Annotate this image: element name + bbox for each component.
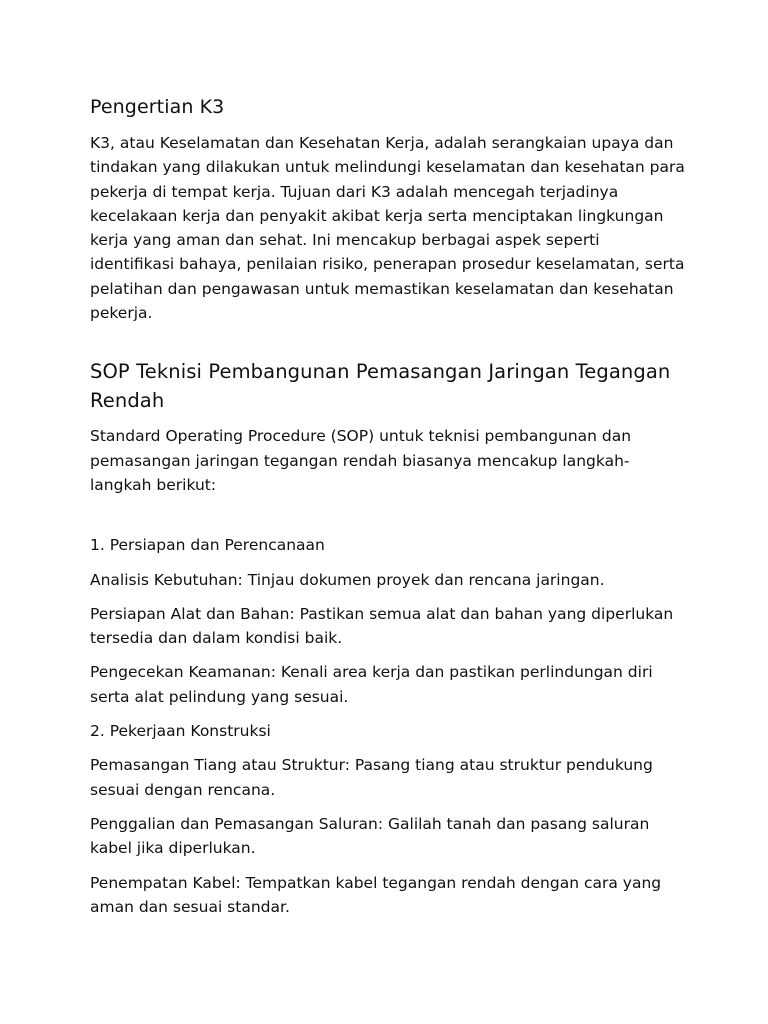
- step1-item-persiapan: Persiapan Alat dan Bahan: Pastikan semua alat dan bahan yang diperlukan tersedia dan dalam kondisi baik.: [90, 604, 674, 648]
- step1-title: 1. Persiapan dan Perencanaan: [90, 536, 325, 555]
- heading-pengertian-k3: Pengertian K3: [90, 96, 225, 118]
- step2-item-kabel: Penempatan Kabel: Tempatkan kabel tegangan rendah dengan cara yang aman dan sesuai standar.: [90, 873, 662, 916]
- step2-item-penggalian: Penggalian dan Pemasangan Saluran: Galilah tanah dan pasang saluran kabel jika diperlukan.: [90, 814, 650, 858]
- step2-item-tiang: Pemasangan Tiang atau Struktur: Pasang tiang atau struktur pendukung sesuai dengan rencana.: [90, 756, 653, 799]
- step1-item-analisis: Analisis Kebutuhan: Tinjau dokumen proyek dan rencana jaringan.: [90, 570, 605, 589]
- step2-title: 2. Pekerjaan Konstruksi: [90, 722, 271, 741]
- heading-sop: SOP Teknisi Pembangunan Pemasangan Jaringan Tegangan Rendah: [90, 360, 671, 413]
- paragraph-k3-definition: K3, atau Keselamatan dan Kesehatan Kerja, adalah serangkaian upaya dan tindakan yang dilakukan untuk melindungi keselamatan dan kesehatan para pekerja di tempat kerja. Tujuan dari K3 adalah mencegah terjadinya kecelakaan kerja dan penyakit akibat kerja serta menciptakan lingkungan kerja yang aman dan sehat. Ini mencakup berbagai aspek seperti identifikasi bahaya, penilaian risiko, penerapan prosedur keselamatan, serta pelatihan dan pengawasan untuk memastikan keselamatan dan kesehatan pekerja.: [90, 134, 685, 323]
- paragraph-sop-intro: Standard Operating Procedure (SOP) untuk teknisi pembangunan dan pemasangan jaringan tegangan rendah biasanya mencakup langkah-langkah berikut:: [90, 427, 632, 494]
- list-spacer: [90, 507, 688, 533]
- section-spacer: [90, 335, 688, 357]
- step1-item-pengecekan: Pengecekan Keamanan: Kenali area kerja dan pastikan perlindungan diri serta alat pelindung yang sesuai.: [90, 663, 653, 706]
